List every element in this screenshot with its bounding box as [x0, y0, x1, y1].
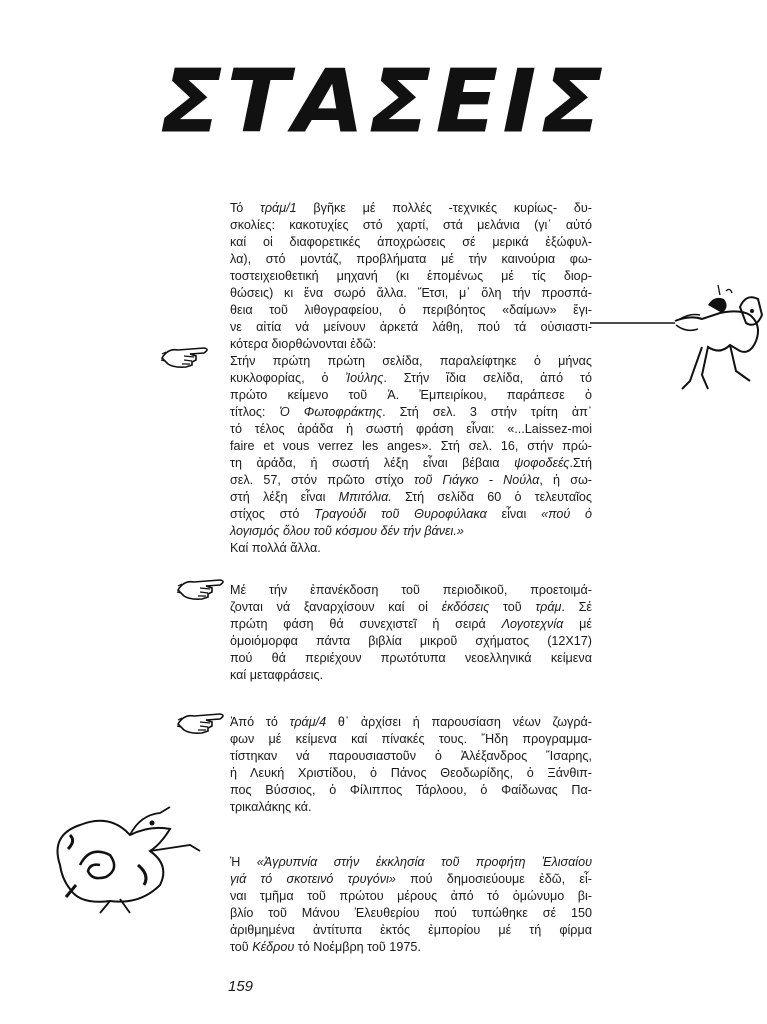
text-segment: καί μεταφράσεις. [230, 668, 324, 682]
text-line [230, 582, 592, 599]
text-line [230, 370, 592, 387]
text-segment: πού θά περιέχουν πρωτότυπα νεοελληνικά κείμενα [230, 651, 592, 665]
text-segment: . Σέ [561, 600, 592, 614]
text-line [230, 438, 592, 455]
text-line [230, 731, 592, 748]
text-segment: μέ [563, 617, 592, 631]
text-line [230, 765, 592, 782]
text-line [230, 782, 592, 799]
text-segment: ζονται νά ξαναρχίσουν καί οἱ [230, 600, 442, 614]
text-segment: ἀριθμημένα ἀντίτυπα ἐκτός ἐμπορίου μέ τή φίρμα [230, 923, 592, 937]
text-line [230, 871, 592, 888]
text-segment: .Στή [569, 456, 592, 470]
italic-text: τράμ/1 [260, 201, 297, 215]
pointing-hand-icon [176, 572, 236, 604]
italic-text: Λογοτεχνία [501, 617, 564, 631]
text-line [230, 200, 592, 217]
text-line [230, 387, 592, 404]
text-line [230, 854, 592, 871]
text-segment: πος Βύσσιος, ὁ Φίλιππος Τάρλοου, ὁ Φαίδωνας Πα- [230, 783, 592, 797]
text-line [230, 667, 592, 684]
text-line [230, 353, 592, 370]
text-segment: σκολίες: κακοτυχίες στό χαρτί, στά μελάνια (γι᾽ αὐτό [230, 218, 592, 232]
text-line [230, 540, 592, 557]
text-line [230, 616, 592, 633]
page-number: 159 [228, 978, 254, 995]
cow-illustration [590, 285, 767, 395]
text-line [230, 302, 592, 319]
text-segment: κότερα διορθώνονται ἐδῶ: [230, 337, 377, 351]
paragraph-agrypnia [230, 854, 592, 956]
text-segment: σελ. 57, στόν πρῶτο στίχο [230, 473, 414, 487]
text-segment: πού δημοσιεύουμε ἐδῶ, εἶ- [395, 872, 592, 886]
text-segment: Στήν πρώτη πρώτη σελίδα, παραλείφτηκε ὁ μήνας [230, 354, 592, 368]
text-line [230, 799, 592, 816]
paragraph-painters [230, 714, 592, 816]
text-segment: βγῆκε μέ πολλές -τεχνικές κυρίως- δυ- [296, 201, 592, 215]
text-segment: τοῦ [230, 940, 253, 954]
text-segment: θώσεις) κι ἕνα σωρό ἄλλα. Ἔτσι, μ᾽ ὅλη τήν προσπά- [230, 286, 592, 300]
paragraph-publications [230, 582, 592, 684]
text-segment: Στή σελίδα 60 ὁ τελευταῖος [391, 490, 592, 504]
text-segment: τό Νοέμβρη τοῦ 1975. [294, 940, 421, 954]
italic-text: λογισμός ὅλου τοῦ κόσμου δέν τήν βάνει.» [230, 524, 464, 538]
text-segment: Μέ τήν ἐπανέκδοση τοῦ περιοδικοῦ, προετοιμά- [230, 583, 592, 597]
text-line [230, 748, 592, 765]
italic-text: τοῦ Γιάγκο - Νούλα [413, 473, 540, 487]
italic-text: ψοφοδεές [514, 456, 570, 470]
italic-text: Κέδρου [252, 940, 295, 954]
text-segment: καί οἱ διαφορετικές ἀποχρώσεις σέ μερικά ἐξώφυλ- [230, 235, 592, 249]
text-segment: στίχος στό [230, 507, 315, 521]
italic-text: «Ἀγρυπνία στήν ἐκκλησία τοῦ προφήτη Ἐλισαίου [256, 855, 593, 869]
italic-text: Ἰούλης [345, 371, 384, 385]
italic-text: τράμ/4 [289, 715, 327, 729]
text-line [230, 888, 592, 905]
italic-text: Μπιτόλια. [338, 490, 392, 504]
text-segment: , ἡ σω- [539, 473, 592, 487]
text-segment: τίτλος: [230, 405, 280, 419]
text-line [230, 939, 592, 956]
text-line [230, 455, 592, 472]
text-line [230, 922, 592, 939]
text-segment: τό τέλος ἀράδα ἡ σωστή φράση εἶναι: «...Laissez-moi [230, 422, 592, 436]
text-line [230, 421, 592, 438]
text-line [230, 234, 592, 251]
text-segment: τρικαλάκης κά. [230, 800, 312, 814]
pointing-hand-icon [160, 340, 220, 372]
text-segment: Ἡ [230, 855, 257, 869]
text-line [230, 506, 592, 523]
text-segment: Τό [230, 201, 261, 215]
text-line [230, 523, 592, 540]
text-segment: τη ἀράδα, ἡ σωστή λέξη εἶναι βέβαια [230, 456, 515, 470]
italic-text: Ὁ Φωτοφράκτης [279, 405, 383, 419]
text-segment: τοστειχειοθετική μηχανή (κι ἑπομένως μέ τίς διορ- [230, 269, 592, 283]
text-segment: ναι τμῆμα τοῦ πρώτου μέρους ἀπό τό ὁμώνυμο βι- [230, 889, 592, 903]
bird-illustration [40, 805, 205, 915]
text-segment: βλίο τοῦ Μάνου Ἐλευθερίου πού τυπώθηκε σέ 150 [230, 906, 592, 920]
italic-text: ἐκδόσεις [441, 600, 490, 614]
text-line [230, 217, 592, 234]
text-line [230, 268, 592, 285]
text-segment: . Στή σελ. 3 στήν τρίτη ἀπ᾽ [382, 405, 592, 419]
text-segment: θεια τοῦ λιθογραφείου, ὁ περιβόητος «δαίμων» ἔγι- [230, 303, 592, 317]
text-segment: Ἀπό τό [230, 715, 290, 729]
text-segment: . Στήν ἴδια σελίδα, ἀπό τό [383, 371, 592, 385]
text-line [230, 599, 592, 616]
text-segment: θ᾽ ἀρχίσει ἡ παρουσίαση νέων ζωγρά- [326, 715, 592, 729]
text-segment: νε αἰτία νά μείνουν ἀρκετά λάθη, πού τά οὐσιαστι- [230, 320, 592, 334]
italic-text: «πού ὁ [541, 507, 592, 521]
text-line [230, 489, 592, 506]
text-line [230, 714, 592, 731]
text-segment: φων μέ κείμενα καί πίνακές τους. Ἤδη προγραμμα- [230, 732, 592, 746]
text-segment: τίστηκαν νά παρουσιαστοῦν ὁ Ἀλέξανδρος Ἴσαρης, [230, 749, 592, 763]
text-line [230, 472, 592, 489]
italic-text: γιά τό σκοτεινό τρυγόνι» [230, 872, 396, 886]
page-title: ΣΤΑΣΕΙΣ [159, 50, 608, 153]
italic-text: Τραγούδι τοῦ Θυροφύλακα [314, 507, 487, 521]
text-segment: κυκλοφορίας, ὁ [230, 371, 346, 385]
text-line [230, 319, 592, 336]
text-segment: τοῦ [489, 600, 536, 614]
text-line [230, 285, 592, 302]
text-line [230, 336, 592, 353]
text-segment: πρώτο κείμενο τοῦ Ἀ. Ἐμπειρίκου, παράπεσε ὁ [230, 388, 592, 402]
text-segment: πρώτη φάση θά συνεχιστεῖ ἡ σειρά [230, 617, 502, 631]
text-line [230, 404, 592, 421]
text-segment: ἡ Λευκή Χριστίδου, ὁ Πάνος Θεοδωρίδης, ὁ Ξάνθιπ- [230, 766, 592, 780]
pointing-hand-icon [176, 706, 236, 738]
paragraph-errata [230, 200, 592, 557]
italic-text: τράμ [535, 600, 562, 614]
text-segment: faire et vous verrez les anges». Στή σελ. 16, στήν πρώ- [230, 439, 592, 453]
text-line [230, 633, 592, 650]
text-segment: Καί πολλά ἄλλα. [230, 541, 321, 555]
text-segment: λα), στό μοντάζ, προβλήματα μέ τήν καινούρια φω- [230, 252, 592, 266]
text-line [230, 251, 592, 268]
text-line [230, 905, 592, 922]
text-segment: ὁμοιόμορφα πάντα βιβλία μικροῦ σχήματος (12Χ17) [230, 634, 592, 648]
text-line [230, 650, 592, 667]
text-segment: στή λέξη εἶναι [230, 490, 339, 504]
text-segment: εἶναι [486, 507, 542, 521]
